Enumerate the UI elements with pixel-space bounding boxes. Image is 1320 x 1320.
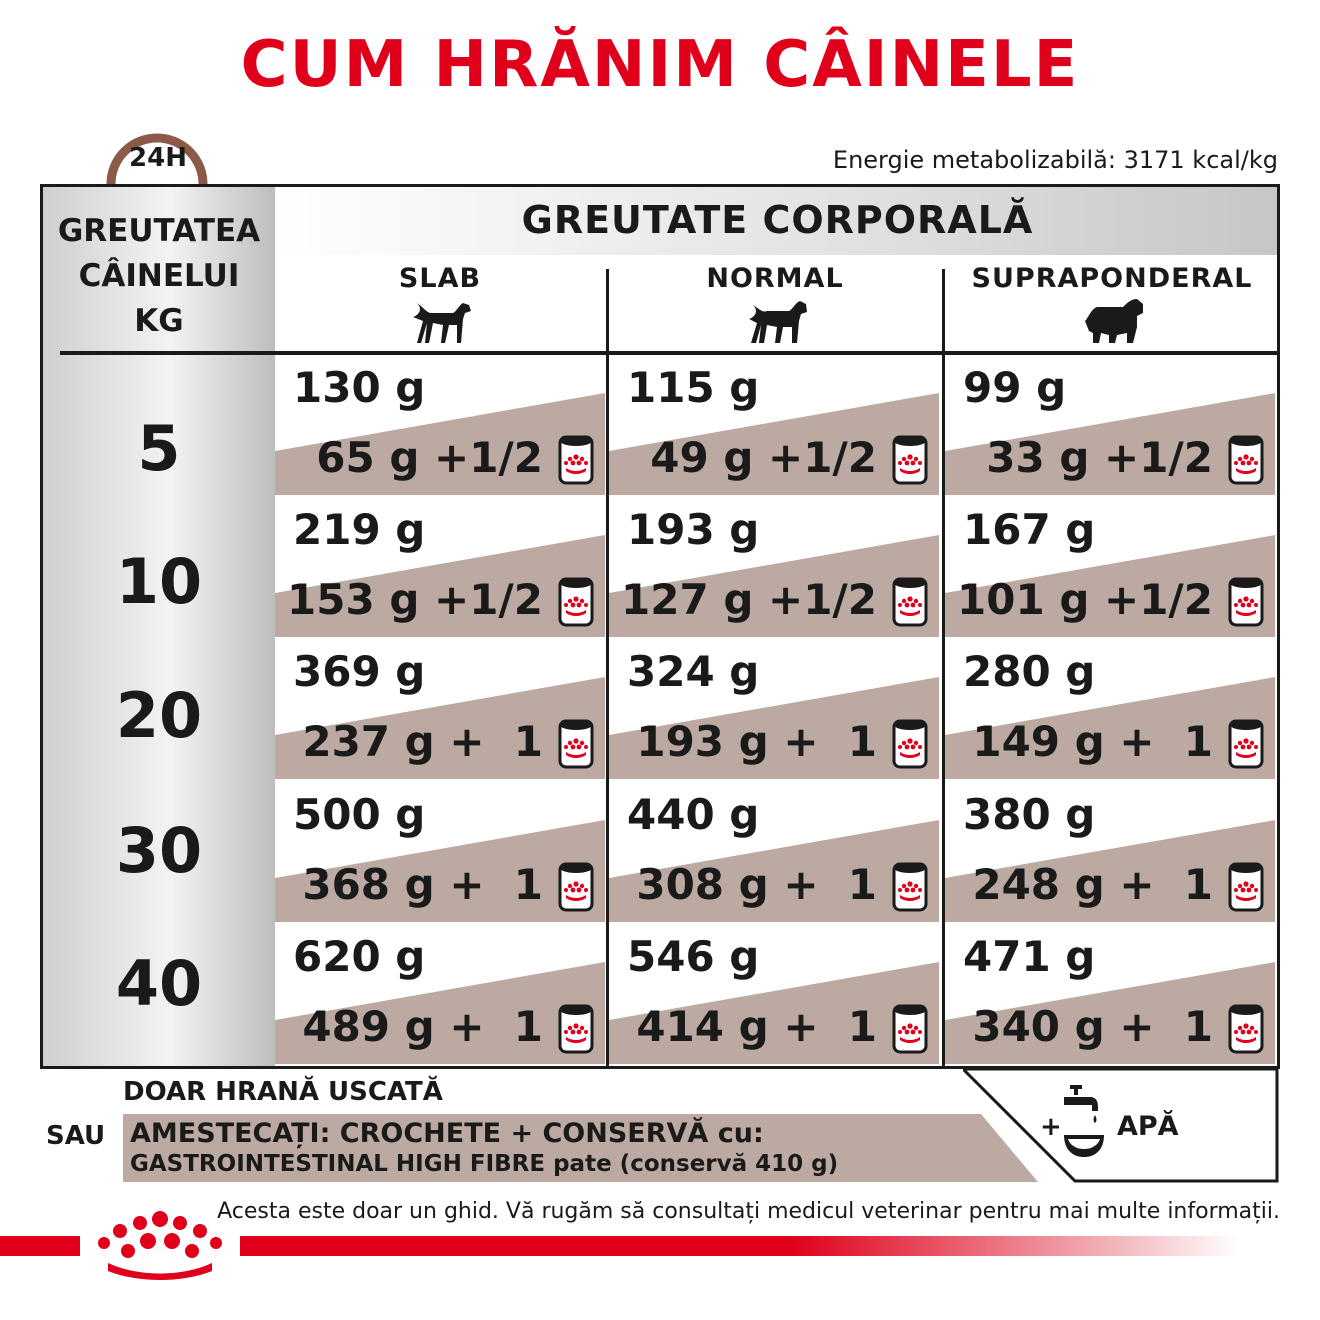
water-label: APĂ bbox=[1117, 1111, 1179, 1142]
body-condition-header: GREUTATE CORPORALĂ bbox=[521, 198, 1034, 242]
ration-cell bbox=[609, 639, 939, 779]
mixed-food-amount: 237 g + 1 bbox=[302, 717, 543, 766]
energy-value: Energie metabolizabilă: 3171 kcal/kg bbox=[832, 146, 1278, 174]
dry-food-amount: 167 g bbox=[963, 505, 1096, 554]
can-icon bbox=[1227, 1002, 1265, 1056]
plus-sign: + bbox=[1040, 1112, 1062, 1142]
dry-food-amount: 471 g bbox=[963, 932, 1096, 981]
water-tap-icon bbox=[1060, 1083, 1106, 1161]
weight-10kg: 10 bbox=[115, 545, 203, 618]
mixed-food-amount: 49 g +1/2 bbox=[650, 433, 877, 482]
mixed-food-amount: 149 g + 1 bbox=[972, 717, 1213, 766]
column-divider bbox=[606, 269, 609, 1067]
ration-cell bbox=[945, 355, 1275, 495]
weight-5kg: 5 bbox=[137, 412, 181, 485]
dry-food-amount: 219 g bbox=[293, 505, 426, 554]
clock-label: 24H bbox=[129, 143, 187, 173]
ration-cell bbox=[275, 355, 605, 495]
dry-only-label: DOAR HRANĂ USCATĂ bbox=[123, 1077, 443, 1107]
ration-cell bbox=[609, 924, 939, 1064]
mix-label: AMESTECAȚI: CROCHETE + CONSERVĂ cu: bbox=[130, 1118, 764, 1149]
weight-20kg: 20 bbox=[115, 679, 203, 752]
feeding-table bbox=[40, 184, 1280, 1069]
dry-food-amount: 130 g bbox=[293, 363, 426, 412]
dry-food-amount: 369 g bbox=[293, 647, 426, 696]
can-icon bbox=[557, 1002, 595, 1056]
weight-header-line: KG bbox=[134, 303, 184, 339]
weight-header-line: CÂINELUI bbox=[78, 258, 240, 294]
can-icon bbox=[891, 433, 929, 487]
mixed-food-amount: 33 g +1/2 bbox=[986, 433, 1213, 482]
mixed-food-amount: 101 g +1/2 bbox=[957, 575, 1213, 624]
mixed-food-amount: 248 g + 1 bbox=[972, 860, 1213, 909]
dry-food-amount: 280 g bbox=[963, 647, 1096, 696]
column-header-slab: SLAB bbox=[398, 263, 482, 294]
dry-food-amount: 620 g bbox=[293, 932, 426, 981]
dry-food-amount: 440 g bbox=[627, 790, 760, 839]
dry-food-amount: 99 g bbox=[963, 363, 1067, 412]
ration-cell bbox=[275, 639, 605, 779]
ration-cell bbox=[945, 497, 1275, 637]
can-icon bbox=[1227, 433, 1265, 487]
dry-food-amount: 193 g bbox=[627, 505, 760, 554]
mixed-food-amount: 153 g +1/2 bbox=[287, 575, 543, 624]
weight-40kg: 40 bbox=[115, 947, 203, 1020]
column-divider bbox=[942, 269, 945, 1067]
mixed-food-amount: 340 g + 1 bbox=[972, 1002, 1213, 1051]
column-header-normal: NORMAL bbox=[706, 263, 844, 294]
can-icon bbox=[891, 717, 929, 771]
ration-cell bbox=[945, 782, 1275, 922]
dog-slim-icon bbox=[409, 295, 473, 345]
ration-cell bbox=[609, 355, 939, 495]
or-label: SAU bbox=[46, 1121, 106, 1151]
mixed-food-amount: 193 g + 1 bbox=[636, 717, 877, 766]
mixed-food-amount: 414 g + 1 bbox=[636, 1002, 877, 1051]
weight-30kg: 30 bbox=[115, 814, 203, 887]
ration-cell bbox=[609, 497, 939, 637]
disclaimer-note: Acesta este doar un ghid. Vă rugăm să consultați medicul veterinar pentru mai multe informații. bbox=[217, 1199, 1280, 1224]
dog-normal-icon bbox=[745, 295, 809, 345]
can-icon bbox=[1227, 575, 1265, 629]
can-icon bbox=[557, 433, 595, 487]
mixed-food-amount: 65 g +1/2 bbox=[316, 433, 543, 482]
can-icon bbox=[1227, 717, 1265, 771]
can-icon bbox=[557, 575, 595, 629]
dog-overweight-icon bbox=[1081, 295, 1145, 345]
ration-cell bbox=[275, 782, 605, 922]
can-icon bbox=[557, 717, 595, 771]
can-icon bbox=[891, 575, 929, 629]
royal-canin-crown-logo bbox=[88, 1205, 232, 1285]
dry-food-amount: 500 g bbox=[293, 790, 426, 839]
dry-food-amount: 115 g bbox=[627, 363, 760, 412]
ration-cell bbox=[275, 924, 605, 1064]
can-icon bbox=[891, 860, 929, 914]
dry-food-amount: 380 g bbox=[963, 790, 1096, 839]
brand-bar-left bbox=[0, 1236, 80, 1256]
page-title: CUM HRĂNIM CÂINELE bbox=[240, 28, 1080, 102]
mixed-food-amount: 127 g +1/2 bbox=[621, 575, 877, 624]
mixed-food-amount: 368 g + 1 bbox=[302, 860, 543, 909]
ration-cell bbox=[609, 782, 939, 922]
ration-cell bbox=[945, 924, 1275, 1064]
can-icon bbox=[891, 1002, 929, 1056]
can-icon bbox=[557, 860, 595, 914]
brand-bar-right bbox=[240, 1236, 1240, 1256]
ration-cell bbox=[275, 497, 605, 637]
weight-header-line: GREUTATEA bbox=[57, 213, 261, 249]
mixed-food-amount: 489 g + 1 bbox=[302, 1002, 543, 1051]
mix-product-label: GASTROINTESTINAL HIGH FIBRE pate (conservă 410 g) bbox=[130, 1151, 839, 1177]
weight-header bbox=[43, 209, 275, 344]
mixed-food-amount: 308 g + 1 bbox=[636, 860, 877, 909]
ration-cell bbox=[945, 639, 1275, 779]
dry-food-amount: 546 g bbox=[627, 932, 760, 981]
dry-food-amount: 324 g bbox=[627, 647, 760, 696]
column-header-supraponderal: SUPRAPONDERAL bbox=[971, 263, 1253, 294]
can-icon bbox=[1227, 860, 1265, 914]
